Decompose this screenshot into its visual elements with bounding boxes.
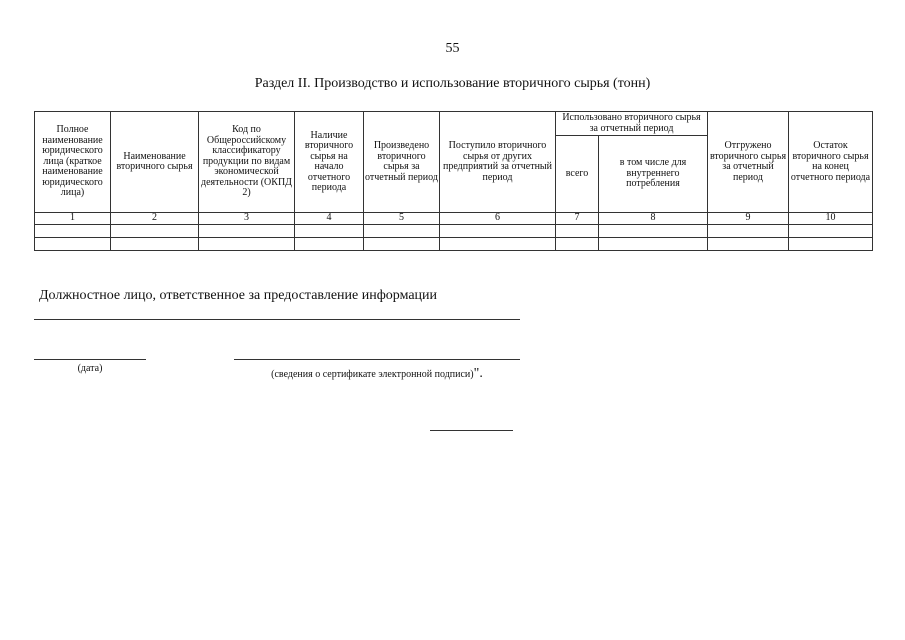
date-caption: (дата)	[77, 363, 103, 374]
page-number: 55	[445, 41, 460, 56]
table-row	[35, 225, 873, 238]
empty-cell[interactable]	[599, 225, 708, 238]
empty-cell[interactable]	[789, 225, 873, 238]
empty-cell[interactable]	[295, 238, 364, 251]
empty-cell[interactable]	[708, 225, 789, 238]
column-number: 10	[789, 213, 873, 225]
column-number: 5	[364, 213, 440, 225]
header-balance-end: Остаток вторичного сырья на конец отчетного периода	[789, 112, 873, 213]
signature-caption	[234, 366, 520, 382]
column-number: 6	[440, 213, 556, 225]
column-number: 8	[599, 213, 708, 225]
empty-cell[interactable]	[440, 238, 556, 251]
empty-cell[interactable]	[111, 225, 199, 238]
empty-cell[interactable]	[708, 238, 789, 251]
empty-cell[interactable]	[199, 238, 295, 251]
empty-cell[interactable]	[199, 225, 295, 238]
signature-line[interactable]	[234, 359, 520, 360]
empty-cell[interactable]	[111, 238, 199, 251]
table-row	[35, 238, 873, 251]
empty-cell[interactable]	[35, 238, 111, 251]
header-used-group: Использовано вторичного сырья за отчетный период	[556, 112, 708, 136]
production-table	[34, 111, 873, 251]
column-number: 3	[199, 213, 295, 225]
header-received: Поступило вторичного сырья от других предприятий за отчетный период	[440, 112, 556, 213]
responsible-person-line[interactable]	[34, 319, 520, 320]
header-balance-start: Наличие вторичного сырья на начало отчетного периода	[295, 112, 364, 213]
empty-cell[interactable]	[295, 225, 364, 238]
header-used-total: всего	[556, 136, 599, 213]
column-number: 2	[111, 213, 199, 225]
empty-cell[interactable]	[789, 238, 873, 251]
header-shipped: Отгружено вторичного сырья за отчетный период	[708, 112, 789, 213]
empty-cell[interactable]	[556, 225, 599, 238]
signature-caption-text: (сведения о сертификате электронной подписи)	[271, 369, 474, 380]
header-okpd2-code: Код по Общероссийскому классификатору продукции по видам экономической деятельности (ОКПД 2)	[199, 112, 295, 213]
responsible-person-title: Должностное лицо, ответственное за предоставление информации	[39, 288, 438, 303]
header-legal-entity-name: Полное наименование юридического лица (краткое наименование юридического лица)	[35, 112, 111, 213]
column-number: 7	[556, 213, 599, 225]
column-number: 9	[708, 213, 789, 225]
column-number-row	[35, 213, 873, 225]
section-title: Раздел II. Производство и использование вторичного сырья (тонн)	[254, 76, 651, 91]
empty-cell[interactable]	[440, 225, 556, 238]
empty-cell[interactable]	[599, 238, 708, 251]
column-number: 4	[295, 213, 364, 225]
empty-cell[interactable]	[35, 225, 111, 238]
header-used-internal: в том числе для внутреннего потребления	[599, 136, 708, 213]
date-line[interactable]	[34, 359, 146, 360]
separator-line	[430, 430, 513, 431]
closing-quote: ".	[473, 366, 483, 381]
column-number: 1	[35, 213, 111, 225]
empty-cell[interactable]	[556, 238, 599, 251]
empty-cell[interactable]	[364, 225, 440, 238]
header-produced: Произведено вторичного сырья за отчетный период	[364, 112, 440, 213]
header-material-name: Наименование вторичного сырья	[111, 112, 199, 213]
empty-cell[interactable]	[364, 238, 440, 251]
